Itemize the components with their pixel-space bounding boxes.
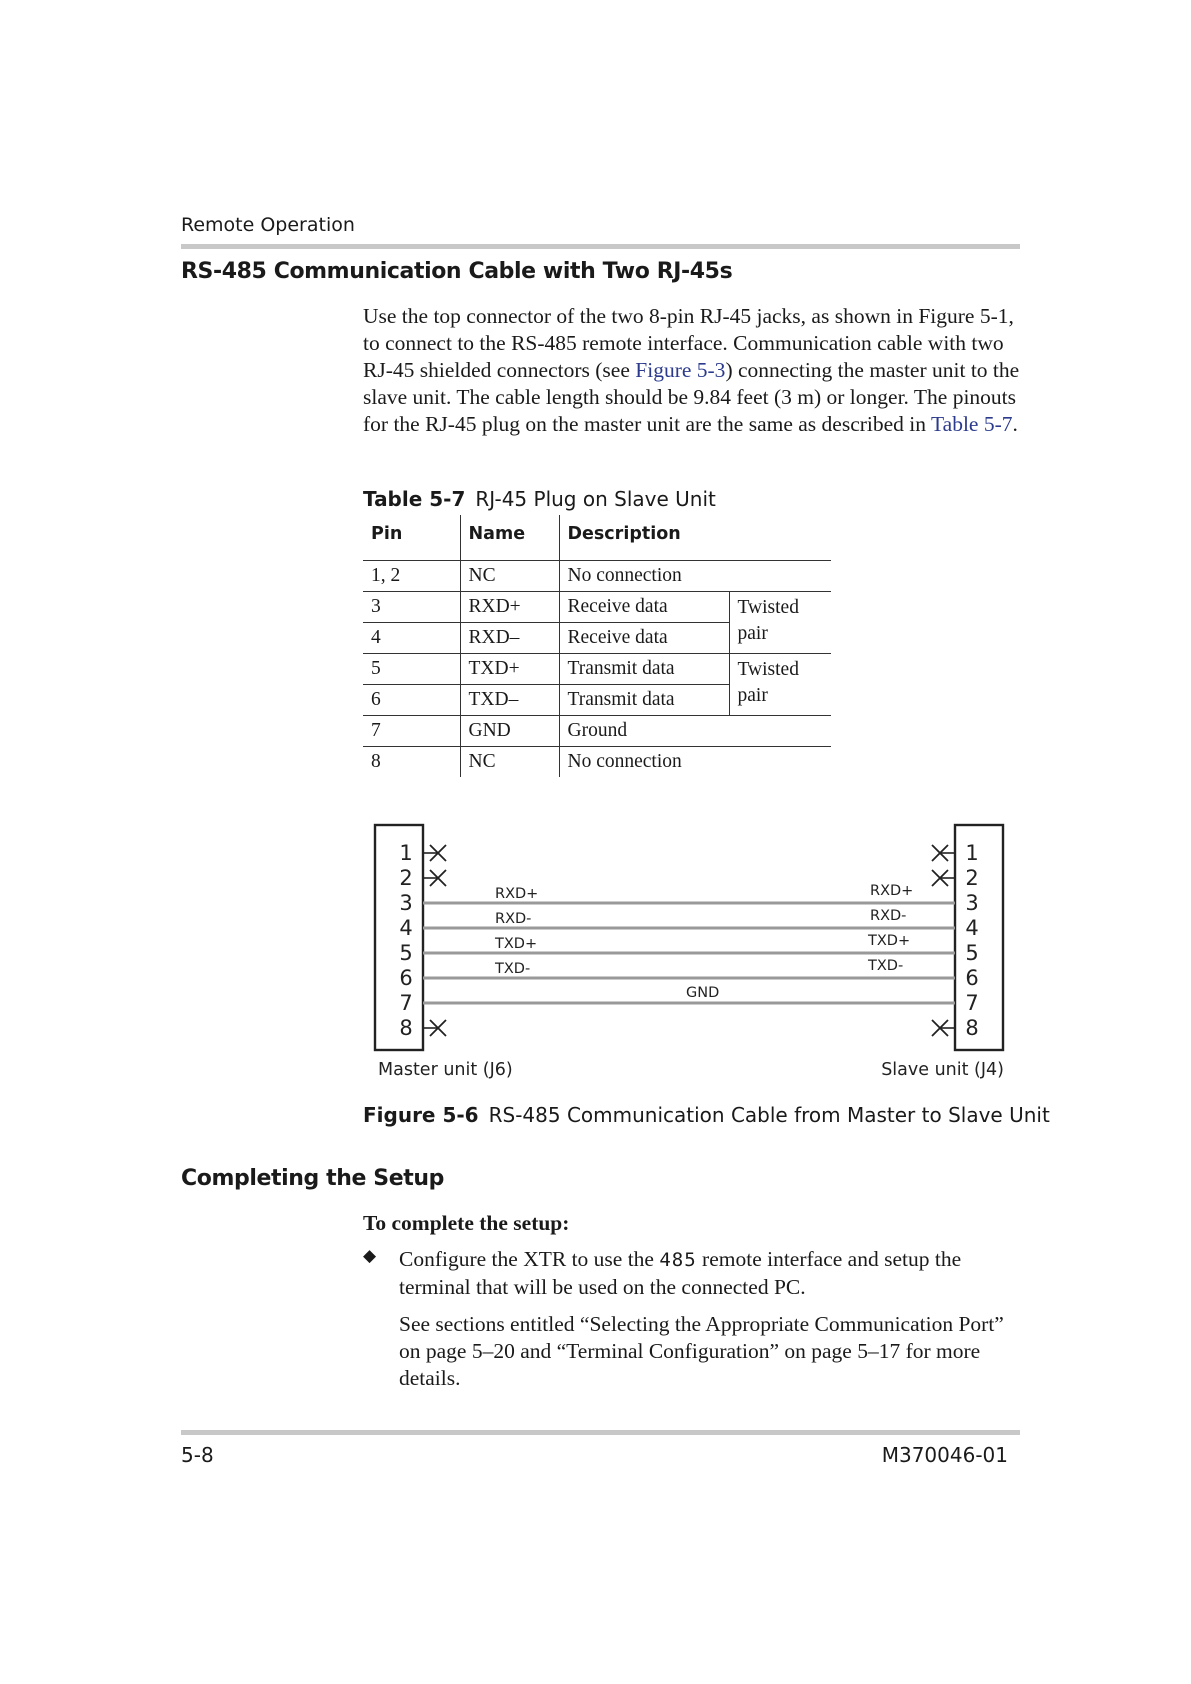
- master-pin-label: 5: [399, 941, 413, 965]
- cell-pin: 7: [363, 715, 460, 746]
- procedure-heading: To complete the setup:: [363, 1211, 570, 1235]
- cell-name: GND: [460, 715, 559, 746]
- wire-label-txd-plus-master: TXD+: [495, 936, 538, 952]
- table-row: [363, 591, 831, 622]
- master-unit-label: Master unit (J6): [378, 1060, 513, 1080]
- cell-name: RXD–: [460, 622, 559, 653]
- table-5-7-link[interactable]: Table 5-7: [931, 412, 1013, 436]
- slave-pin-label: 2: [965, 866, 979, 890]
- cell-name: TXD–: [460, 684, 559, 715]
- master-pin-label: 6: [399, 966, 413, 990]
- table-row: [363, 560, 831, 591]
- table-row: [363, 715, 831, 746]
- pair-note-line1: Twisted: [737, 658, 799, 680]
- section-title-rs485-cable: RS-485 Communication Cable with Two RJ-45s: [181, 259, 733, 284]
- master-pin-label: 7: [399, 991, 413, 1015]
- wire-label-txd-minus-master: TXD-: [495, 961, 531, 977]
- intro-text-part-1: Use the top connector of the two 8-pin RJ-45 jacks, as shown in Figure 5-1, to connect to the RS-485 remote interface. Communication cable with two RJ-45 shielded connectors (see: [363, 304, 1014, 382]
- cell-pin: 4: [363, 622, 460, 653]
- step-text-part-2: remote interface and setup the terminal that will be used on the connected PC.: [399, 1247, 962, 1299]
- cell-description: No connection: [559, 560, 831, 591]
- cell-pin: 1, 2: [363, 560, 460, 591]
- slave-pin-label: 8: [965, 1016, 979, 1040]
- header-description: Description: [559, 515, 831, 560]
- intro-text-part-3: .: [1012, 412, 1018, 436]
- wire-label-rxd-minus-master: RXD-: [495, 911, 532, 927]
- running-head: Remote Operation: [181, 214, 355, 236]
- diamond-bullet-icon: ◆: [363, 1246, 377, 1265]
- intro-text-part-2: ) connecting the master unit to the slave unit. The cable length should be 9.84 feet (3 m) or longer. The pinouts for the RJ-45 plug on the master unit are the same as described in: [363, 358, 1020, 436]
- table-caption-number: Table 5-7: [363, 487, 466, 511]
- document-number: M370046-01: [881, 1443, 1008, 1467]
- table-header-row: [363, 515, 831, 560]
- master-pin-label: 2: [399, 866, 413, 890]
- figure-5-3-link[interactable]: Figure 5-3: [635, 358, 726, 382]
- page-number: 5-8: [181, 1443, 214, 1467]
- table-row: [363, 746, 831, 777]
- table-row: [363, 653, 831, 684]
- figure-caption-text: RS-485 Communication Cable from Master to Slave Unit: [488, 1103, 1050, 1127]
- pinout-table: [363, 515, 831, 777]
- slave-pin-label: 7: [965, 991, 979, 1015]
- wire-label-rxd-minus-slave: RXD-: [870, 908, 907, 924]
- cell-pair-note: [729, 653, 831, 715]
- table-caption: [363, 487, 716, 511]
- slave-unit-label: Slave unit (J4): [881, 1060, 1004, 1080]
- table-caption-text: RJ-45 Plug on Slave Unit: [475, 487, 716, 511]
- figure-caption: [363, 1103, 1050, 1127]
- master-pin-label: 8: [399, 1016, 413, 1040]
- wire-label-rxd-plus-slave: RXD+: [870, 883, 914, 899]
- procedure-step: [399, 1246, 1019, 1301]
- slave-pin-label: 1: [965, 841, 979, 865]
- pair-note-line2: pair: [737, 684, 768, 706]
- cell-description: Transmit data: [559, 653, 729, 684]
- slave-pin-label: 6: [965, 966, 979, 990]
- master-pin-label: 3: [399, 891, 413, 915]
- cell-description: Transmit data: [559, 684, 729, 715]
- wire-label-txd-plus-slave: TXD+: [868, 933, 911, 949]
- cell-description: Receive data: [559, 591, 729, 622]
- lcd-display-text: 485: [659, 1249, 697, 1271]
- slave-pin-label: 5: [965, 941, 979, 965]
- pair-note-line2: pair: [737, 622, 768, 644]
- cell-pin: 3: [363, 591, 460, 622]
- cell-description: Receive data: [559, 622, 729, 653]
- slave-pin-label: 3: [965, 891, 979, 915]
- cell-description: No connection: [567, 750, 682, 772]
- footer-rule: [181, 1430, 1020, 1435]
- procedure-note: See sections entitled “Selecting the Appropriate Communication Port” on page 5–20 and “Terminal Configuration” on page 5–17 for more details.: [399, 1312, 1004, 1390]
- cable-wiring-diagram: [360, 820, 1020, 1080]
- cell-name: TXD+: [460, 653, 559, 684]
- header-name: Name: [460, 515, 559, 560]
- wire-label-rxd-plus-master: RXD+: [495, 886, 539, 902]
- wire-label-gnd: GND: [686, 985, 720, 1001]
- pair-note-line1: Twisted: [737, 596, 799, 618]
- slave-pin-label: 4: [965, 916, 979, 940]
- header-rule: [181, 244, 1020, 249]
- cell-name: NC: [460, 746, 559, 777]
- cell-name: NC: [460, 560, 559, 591]
- slave-connector-box: [955, 825, 1003, 1050]
- master-pin-label: 4: [399, 916, 413, 940]
- cell-pin: 8: [363, 746, 460, 777]
- cell-description: Ground: [559, 715, 831, 746]
- wire-label-txd-minus-slave: TXD-: [868, 958, 904, 974]
- step-text-part-1: Configure the XTR to use the: [399, 1247, 660, 1271]
- cell-pair-note: [729, 591, 831, 653]
- figure-caption-number: Figure 5-6: [363, 1103, 479, 1127]
- header-pin: Pin: [363, 515, 460, 560]
- section-title-completing-setup: Completing the Setup: [181, 1166, 444, 1191]
- cell-pin: 6: [363, 684, 460, 715]
- cell-name: RXD+: [460, 591, 559, 622]
- intro-paragraph: [363, 303, 1023, 438]
- master-pin-label: 1: [399, 841, 413, 865]
- cell-pin: 5: [363, 653, 460, 684]
